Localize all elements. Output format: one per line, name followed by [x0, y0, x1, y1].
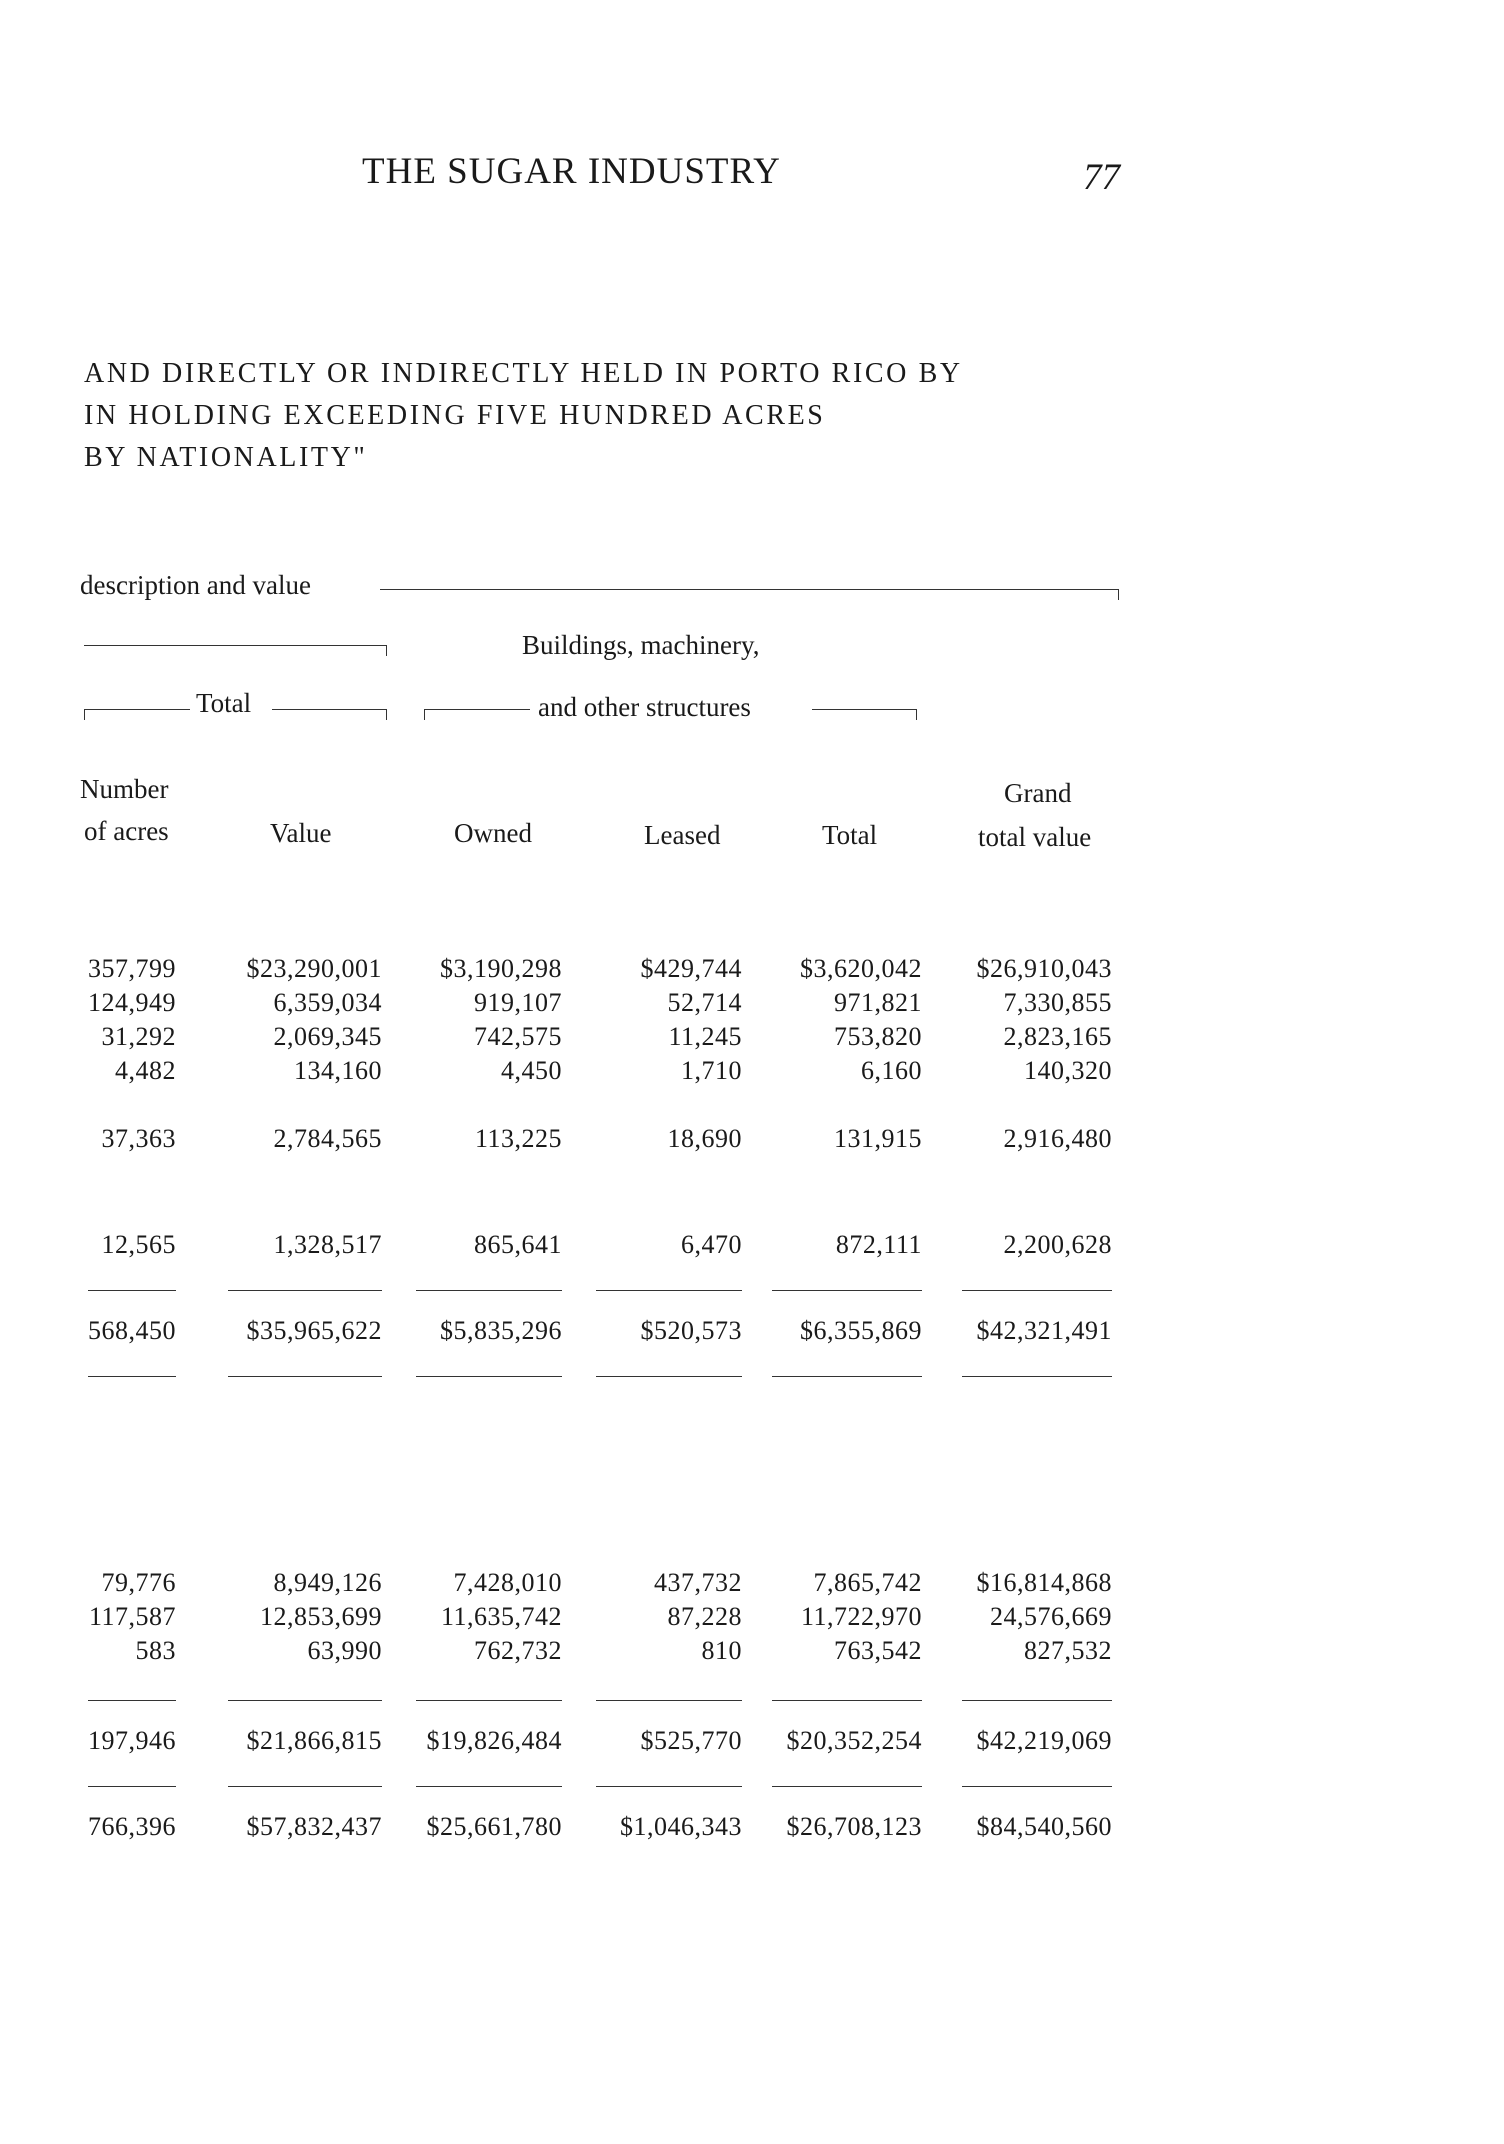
- total-rule: [416, 1290, 562, 1291]
- total-rule: [228, 1786, 382, 1787]
- table-row-value: 12,853,699: [260, 1602, 382, 1631]
- table-row-acres: 117,587: [88, 1602, 176, 1631]
- table-row-value: 6,359,034: [273, 988, 382, 1017]
- table-row-grand-total: 24,576,669: [990, 1602, 1112, 1631]
- grand-total-row-total: $26,708,123: [786, 1812, 922, 1841]
- total-rule: [228, 1700, 382, 1701]
- subtotal-row-value: $21,866,815: [246, 1726, 382, 1755]
- brace-line: [90, 709, 190, 710]
- col-header-owned: Owned: [454, 818, 532, 848]
- total-rule: [228, 1290, 382, 1291]
- table-row-acres: 124,949: [88, 988, 176, 1017]
- grand-total-row-leased: $1,046,343: [620, 1812, 742, 1841]
- table-row-total: 6,160: [861, 1056, 922, 1085]
- total-rule: [962, 1290, 1112, 1291]
- total-rule: [596, 1786, 742, 1787]
- table-row-value: 134,160: [294, 1056, 382, 1085]
- table-row-acres: 12,565: [101, 1230, 176, 1259]
- brace-line: [380, 589, 1112, 590]
- brace-hook: [84, 709, 91, 720]
- table-row-total: $3,620,042: [800, 954, 922, 983]
- col-header-grand-line1: Grand: [1004, 778, 1072, 808]
- subtotal-row-grand-total: $42,219,069: [976, 1726, 1112, 1755]
- table-row-grand-total: $16,814,868: [976, 1568, 1112, 1597]
- col-header-total: Total: [822, 820, 878, 850]
- total-rule: [88, 1290, 176, 1291]
- total-rule: [88, 1786, 176, 1787]
- table-row-leased: 810: [701, 1636, 742, 1665]
- total-rule: [596, 1290, 742, 1291]
- table-row-acres: 4,482: [115, 1056, 176, 1085]
- total-rule: [596, 1376, 742, 1377]
- subtotal-row-total: $20,352,254: [786, 1726, 922, 1755]
- table-row-leased: 6,470: [681, 1230, 742, 1259]
- brace-line: [812, 709, 910, 710]
- total-rule: [416, 1786, 562, 1787]
- total-rule: [962, 1376, 1112, 1377]
- table-row-leased: 87,228: [667, 1602, 742, 1631]
- table-row-leased: 437,732: [654, 1568, 742, 1597]
- brace-line: [430, 709, 530, 710]
- total-rule: [962, 1786, 1112, 1787]
- brace-label-buildings: Buildings, machinery,: [522, 630, 760, 660]
- brace-line: [84, 645, 380, 646]
- table-row-value: 2,069,345: [273, 1022, 382, 1051]
- table-row-owned: 742,575: [474, 1022, 562, 1051]
- table-row-total: 131,915: [834, 1124, 922, 1153]
- table-row-owned: 7,428,010: [453, 1568, 562, 1597]
- table-row-leased: 11,245: [668, 1022, 742, 1051]
- caption-line-2: IN HOLDING EXCEEDING FIVE HUNDRED ACRES: [84, 400, 826, 431]
- grand-total-row-value: $57,832,437: [246, 1812, 382, 1841]
- total-rule: [772, 1700, 922, 1701]
- table-row-owned: 113,225: [474, 1124, 562, 1153]
- subtotal-row-leased: $520,573: [640, 1316, 742, 1345]
- subtotal-row-value: $35,965,622: [246, 1316, 382, 1345]
- table-row-grand-total: 827,532: [1024, 1636, 1112, 1665]
- table-row-leased: 18,690: [667, 1124, 742, 1153]
- total-rule: [596, 1700, 742, 1701]
- brace-hook: [424, 709, 431, 720]
- caption-line-1: AND DIRECTLY OR INDIRECTLY HELD IN PORTO RICO BY: [84, 358, 963, 389]
- table-row-grand-total: 140,320: [1024, 1056, 1112, 1085]
- brace-hook: [380, 645, 387, 656]
- brace-hook: [380, 709, 387, 720]
- table-row-total: 763,542: [834, 1636, 922, 1665]
- table-row-owned: 919,107: [474, 988, 562, 1017]
- table-row-total: 11,722,970: [800, 1602, 922, 1631]
- subtotal-row-grand-total: $42,321,491: [976, 1316, 1112, 1345]
- total-rule: [772, 1786, 922, 1787]
- brace-hook: [910, 709, 917, 720]
- brace-label-total: Total: [196, 688, 252, 718]
- brace-label-description: description and value: [80, 570, 311, 600]
- total-rule: [772, 1290, 922, 1291]
- total-rule: [416, 1376, 562, 1377]
- table-row-acres: 37,363: [101, 1124, 176, 1153]
- table-row-grand-total: 2,823,165: [1003, 1022, 1112, 1051]
- table-row-owned: 762,732: [474, 1636, 562, 1665]
- table-row-acres: 31,292: [101, 1022, 176, 1051]
- page-number: 77: [1083, 157, 1120, 198]
- grand-total-row-owned: $25,661,780: [426, 1812, 562, 1841]
- subtotal-row-acres: 568,450: [88, 1316, 176, 1345]
- table-row-total: 7,865,742: [813, 1568, 922, 1597]
- table-row-value: 2,784,565: [273, 1124, 382, 1153]
- total-rule: [962, 1700, 1112, 1701]
- table-row-grand-total: $26,910,043: [976, 954, 1112, 983]
- table-row-acres: 583: [135, 1636, 176, 1665]
- table-row-owned: 4,450: [501, 1056, 562, 1085]
- total-rule: [228, 1376, 382, 1377]
- table-row-value: 1,328,517: [273, 1230, 382, 1259]
- total-rule: [772, 1376, 922, 1377]
- table-row-total: 753,820: [834, 1022, 922, 1051]
- total-rule: [88, 1700, 176, 1701]
- grand-total-row-acres: 766,396: [88, 1812, 176, 1841]
- table-row-owned: 11,635,742: [440, 1602, 562, 1631]
- table-row-grand-total: 2,916,480: [1003, 1124, 1112, 1153]
- brace-hook: [1112, 589, 1119, 600]
- table-row-grand-total: 7,330,855: [1003, 988, 1112, 1017]
- grand-total-row-grand-total: $84,540,560: [976, 1812, 1112, 1841]
- subtotal-row-owned: $19,826,484: [426, 1726, 562, 1755]
- brace-label-other-structures: and other structures: [538, 692, 751, 722]
- col-header-acres-line1: Number: [80, 774, 169, 804]
- col-header-value: Value: [270, 818, 332, 848]
- subtotal-row-total: $6,355,869: [800, 1316, 922, 1345]
- col-header-acres-line2: of acres: [84, 816, 169, 846]
- running-title: THE SUGAR INDUSTRY: [362, 151, 781, 192]
- table-row-acres: 79,776: [101, 1568, 176, 1597]
- table-row-grand-total: 2,200,628: [1003, 1230, 1112, 1259]
- subtotal-row-acres: 197,946: [88, 1726, 176, 1755]
- table-row-value: $23,290,001: [246, 954, 382, 983]
- subtotal-row-leased: $525,770: [640, 1726, 742, 1755]
- col-header-grand-line2: total value: [978, 822, 1092, 852]
- table-row-acres: 357,799: [88, 954, 176, 983]
- table-row-owned: 865,641: [474, 1230, 562, 1259]
- table-row-total: 971,821: [834, 988, 922, 1017]
- table-row-leased: 1,710: [681, 1056, 742, 1085]
- table-row-total: 872,111: [835, 1230, 922, 1259]
- table-row-value: 8,949,126: [273, 1568, 382, 1597]
- subtotal-row-owned: $5,835,296: [440, 1316, 562, 1345]
- col-header-leased: Leased: [644, 820, 721, 850]
- table-row-leased: 52,714: [667, 988, 742, 1017]
- brace-line: [272, 709, 380, 710]
- total-rule: [416, 1700, 562, 1701]
- table-row-owned: $3,190,298: [440, 954, 562, 983]
- caption-line-3: BY NATIONALITY": [84, 442, 368, 473]
- total-rule: [88, 1376, 176, 1377]
- table-row-leased: $429,744: [640, 954, 742, 983]
- table-row-value: 63,990: [307, 1636, 382, 1665]
